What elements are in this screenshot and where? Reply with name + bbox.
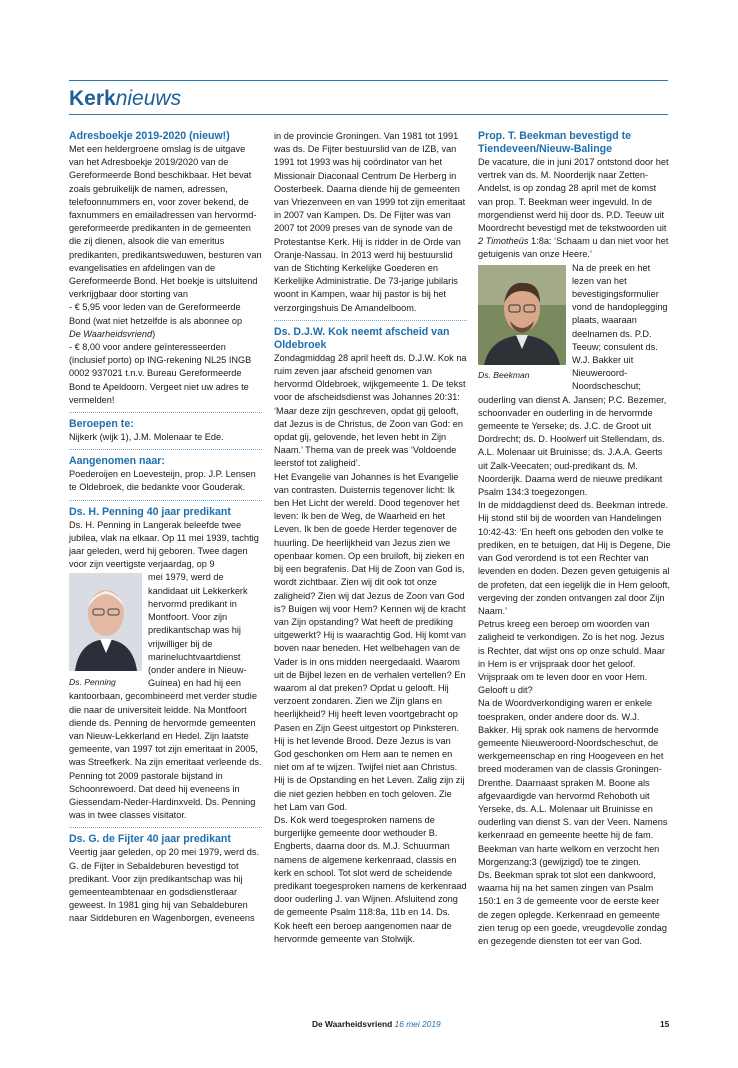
beroepen-text: Nijkerk (wijk 1), J.M. Molenaar te Ede. (69, 432, 224, 443)
beekman-text-1 (478, 156, 671, 262)
beekman-text-1e: 1:8a: ‘Schaam u dan niet voor het getuigenis van onze Heere.’ (478, 236, 669, 260)
kok-text-1: Zondagmiddag 28 april heeft ds. D.J.W. Kok na ruim zeven jaar afscheid genomen van hervormd Oldebroek, wijkgemeente 1. De tekst voor de afscheidsdienst was Johannes 20:31: ‘Maar deze zijn geschreven, opdat gij gelooft, dat Jezus is de Christus, de Zoon van God: en opdat gij, gelovende, het leven hebt in Zijn Naam.’ Thema van de preek was ‘Voldoende leerstof tot zaligheid’. (274, 352, 467, 469)
fijter-text: Veertig jaar geleden, op 20 mei 1979, werd ds. G. de Fijter in Sebaldeburen bevestigd tot predikant. Voor zijn predikantschap was hij gemeenteambtenaar en godsdienstleraar geweest. In 1981 ging hij van Sebaldeburen naar Siddeburen en Wagenborgen, eveneens (69, 847, 259, 924)
fijter-text-cont: in de provincie Groningen. Van 1981 tot 1991 was ds. De Fijter bestuurslid van de IZB, van 1991 tot 1993 was hij coördinator van het Missionair Diaconaal Centrum De Herberg in Oosterbeek. Daarna diende hij de gemeenten van Vriezenveen en van 1999 tot zijn emeritaat in 2007 van Kampen. Ds. De Fijter was van 2007 tot 2009 preses van de synode van de Protestantse Kerk. Hij is ridder in de Orde van Oranje-Nassau. In 2013 werd hij bestuurslid van de Stichting Kerkelijke Goederen en Kerkelijke Administratie. De 73-jarige jubilaris woont in Kampen, waar hij pastor is bij het verzorgingshuis De Amandelboom. (274, 131, 466, 313)
divider (69, 449, 262, 450)
beekman-text-4: Petrus kreeg een beroep om woorden van zaligheid te verkondigen. Zo is het nog. Jezus is Rechter, dat wijst ons op onze schuld. Maar in Hem is er vrijspraak door het geloof. Vrijspraak om te leven door en voor Hem. Gelooft u dit? (478, 619, 665, 696)
portrait-penning-image (69, 573, 142, 671)
penning-text-b: mei 1979, werd de kandidaat uit Lekkerkerk hervormd predikant in Montfoort. Voor zijn predikantschap was hij vrijwilliger bij de marineluchtvaartdienst (onder andere in Nieuw-Guinea) en had hij een kantoorbaan, gecombineerd met verder studie die naar de universiteit leidde. Na Montfoort diende ds. Penning de hervormde gemeenten van Nieuw-Lekkerland en Hedel. Zijn laatste gemeente, van 1997 tot zijn emeritaat in 2005, was Streefkerk. Na zijn emeritaat verleende ds. Penning tot 2009 pastorale bijstand in Schoonrewoerd. Dat deed hij eveneens in Giessendam-Neder-Hardinxveld. Ds. Penning was in twee classes visitator. (69, 572, 262, 821)
article-title-aangenomen: Aangenomen naar: (69, 455, 165, 468)
top-rule (69, 80, 668, 81)
beekman-text-2: Na de preek en het lezen van het bevestigingsformulier vond de handoplegging plaats, waaraan deelnamen ds. P.D. Teeuw; consulent ds. W.J. Bakker uit Nieuweroord-Noordscheschut; ouderling van dienst A. Jansen; P.C. Bezemer, schoonvader en ouderling in de hervormde gemeente te Yerseke; ds. J.C. de Groot uit Dordrecht; ds. D. Hoolwerf uit Stellendam, ds. A.L. Molenaar uit Bruinisse; ds. J.A.A. Geerts uit Zalk-Veecaten; oud-predikant ds. M. Noorderijk. Daarna werd de nieuwe predikant Psalm 134:3 toegezongen. (478, 262, 668, 498)
portrait-beekman-image (478, 265, 566, 365)
adresboekje-text-3: - € 8,00 voor andere geïnteresseerden (inclusief porto) op ING-rekening NL25 INGB 0002 937021 t.n.v. Bureau Gereformeerde Bond te Apeldoorn. Vergeet niet uw adres te vermelden! (69, 342, 252, 405)
caption-beekman: Ds. Beekman (478, 369, 530, 380)
penning-text-a: Ds. H. Penning in Langerak beleefde twee jubilea, vlak na elkaar. Op 11 mei 1939, tachtig jaar geleden, werd hij geboren. Twee dagen voor zijn veertigste verjaardag, op 9 (69, 519, 259, 570)
masthead-rule (69, 114, 668, 115)
beekman-text-1a: De vacature, die in juni 2017 ontstond door het vertrek van ds. M. Noorderijk naar Zetten-Andelst, is op zondag 28 april met de komst van prop. T. Beekman weer ingevuld. In de morgendienst werd hij door ds. P.D. Teeuw uit Moordrecht bevestigd met de tekstwoorden uit (478, 157, 669, 234)
article-title-beekman: Prop. T. Beekman bevestigd te Tiendeveen/Nieuw-Balinge (478, 130, 632, 155)
article-title-fijter: Ds. G. de Fijter 40 jaar predikant (69, 833, 231, 846)
aangenomen-text: Poederoijen en Loevesteijn, prop. J.P. Lensen te Oldebroek, die bedankte voor Gouderak. (69, 469, 256, 493)
article-title-beroepen: Beroepen te: (69, 418, 134, 431)
caption-penning: Ds. Penning (69, 676, 116, 687)
kok-text-2: Het Evangelie van Johannes is het Evangelie van contrasten. Duisternis tegenover licht: Ik ben Het Licht der wereld. Dood tegenover het leven: Ik ben de Weg, de Waarheid en het Leven. Ik ben de goede Herder tegenover de huurling. De heerlijkheid van Jezus zien we openbaar komen. Op een bruiloft, bij zieken en bij een begrafenis. Dat Hij de Zoon van God is, wordt zichtbaar. Zien wij dit ook tot onze zaligheid? Zien wij dat Jezus de Zoon van God is? Buigen wij voor Hem? Kennen wij de kracht van Zijn opstanding? Wat heeft de prediking uitgewerkt? Hij is waarachtig God. Hij komt van boven naar beneden. Het welbehagen van de Vader is in ons midden neergedaald. Waarom uit de Bijbel lezen en de verhalen vertellen? En waarom al dat preken? Opdat u gelooft. Hij verzoent zondaren. Zien we Zijn glans en heerlijkheid? Hij heeft leven voortgebracht op Pasen en Zijn Geest uitgestort op Pinksteren. Hij is het levende Brood. Deze Jezus is van God geschonken om Hem aan te nemen en niet om af te wijzen. Twijfel niet aan Christus. Hij is de Opstanding en het Leven. Zalig zijn zij die niet gezien hebben en toch geloven. Zie het Lam van God. (274, 471, 466, 812)
beekman-text-6: Ds. Beekman sprak tot slot een dankwoord, waarna hij na het samen zingen van Psalm 150:1 en 3 de gemeente voor de eerste keer de zegen oplegde. Kerkenraad en gemeente zien terug op een goede, vreugdevolle zondag en gezegende diensten tot eer van God. (478, 869, 667, 946)
adresboekje-price-1: - € 5,95 voor leden van de Gereformeerde Bond (wat niet hetzelfde is als abonnee op (69, 302, 243, 326)
photo-penning (69, 573, 142, 688)
divider (69, 412, 262, 413)
divider (274, 320, 467, 321)
masthead-italic: nieuws (115, 87, 182, 110)
page-number: 15 (660, 1019, 670, 1029)
article-title-kok: Ds. D.J.W. Kok neemt afscheid van Oldebroek (274, 325, 450, 351)
footer-publication (312, 1019, 441, 1029)
column-1 (69, 130, 262, 926)
footer-title: De Waarheidsvriend (312, 1019, 393, 1029)
divider (69, 827, 262, 828)
adresboekje-text-1: Met een heldergroene omslag is de uitgave van het Adresboekje 2019/2020 van de Gereformeerde Bond beschikbaar. Het bevat zoals gebruikelijk de namen, adressen, telefoonnummers en, voor zover bekend, de faxnummers en emailadressen van hervormd-gereformeerde predikanten in de gemeenten die zij dienen, alsook die van emeritus predikanten, predikantsweduwen, besturen van evangelisaties en afdelingen van de Gereformeerde Bond. Het boekje is uitsluitend verkrijgbaar door storting van (69, 144, 262, 300)
adresboekje-text-2 (69, 301, 262, 341)
photo-beekman (478, 265, 566, 382)
kok-text-3: Ds. Kok werd toegesproken namens de burgerlijke gemeente door wethouder B. Engberts, daarna door ds. M.J. Schuurman namens de algemene kerkenraad, classis en kerk en school. Tot slot werd de scheidende predikant toegesproken namens de kerkenraad door ouderling J. van Wijnen. Afsluitend zong de gemeente Psalm 118:8a, 11b en 14. Ds. Kok heeft een beroep aangenomen naar de hervormde gemeente van Stolwijk. (274, 814, 467, 944)
masthead-bold: Kerk (69, 87, 116, 110)
divider (69, 500, 262, 501)
beekman-text-3: In de middagdienst deed ds. Beekman intrede. Hij stond stil bij de woorden van Handelingen 10:42-43: ‘En heeft ons geboden den volke te prediken, en te betuigen, dat Hij is Degene, Die van God verordend is tot een Rechter van levenden en doden. Dezen geven getuigenis al de profeten, dat een iegelijk die in Hem gelooft, vergeving der zonden ontvangen zal door Zijn Naam.’ (478, 500, 671, 616)
column-3 (478, 130, 671, 948)
article-title-penning: Ds. H. Penning 40 jaar predikant (69, 505, 231, 518)
adresboekje-publication: De Waarheidsvriend (69, 328, 153, 339)
adresboekje-paren: ) (152, 328, 156, 339)
footer-date: 16 mei 2019 (394, 1019, 441, 1029)
article-title-adresboekje: Adresboekje 2019-2020 (nieuw!) (69, 130, 230, 142)
beekman-text-5: Na de Woordverkondiging waren er enkele toespraken, onder andere door ds. W.J. Bakker. Hij sprak ook namens de hervormde gemeente Nieuweroord-Noordscheschut, de werkgemeenschap en ring Hoogeveen en het breed moderamen van de classis Groningen-Drenthe. Daarnaast spraken M. Boone als afgevaardigde van hervormd Rehoboth uit Yerseke, ds. A.L. Molenaar uit Bruinisse en ouderling van dienst S. van der Veen. Namens kerkenraad en gemeente heette hij de fam. Beekman van harte welkom en verzocht hen Morgenzang:3 (gewijzigd) toe te zingen. (478, 698, 668, 867)
beekman-bible-book: 2 Timotheüs (478, 236, 529, 247)
column-2 (274, 130, 467, 946)
section-masthead (69, 86, 181, 112)
